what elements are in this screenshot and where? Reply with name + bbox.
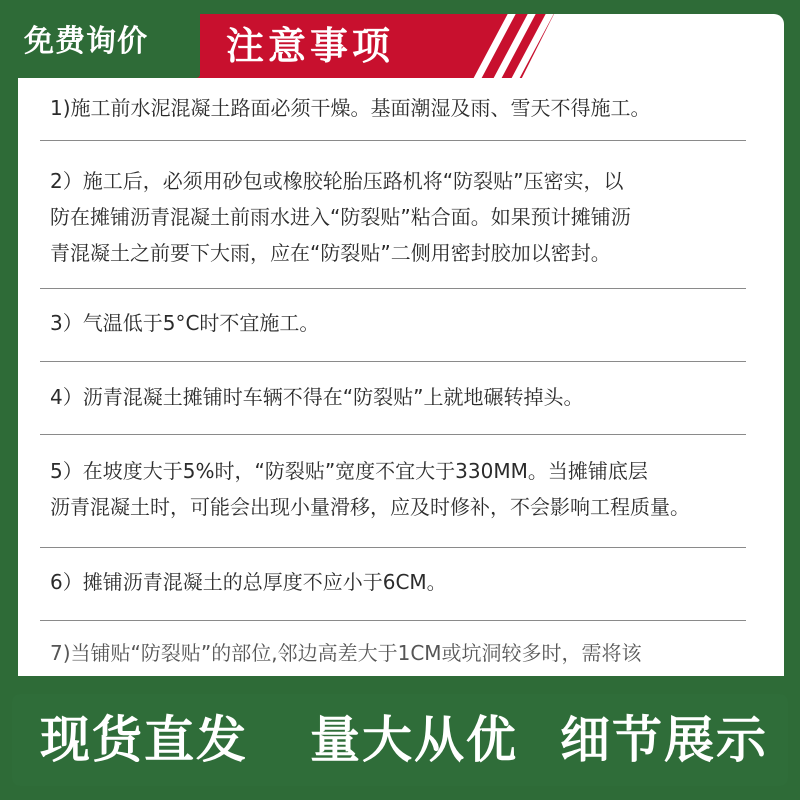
list-item	[40, 289, 746, 362]
list-item	[40, 621, 746, 681]
feature-details: 细节展示	[560, 711, 768, 769]
item-line: 防在摊铺沥青混凝土前雨水进入“防裂贴”粘合面。如果预计摊铺沥	[50, 205, 631, 229]
item-line: 沥青混凝土时，可能会出现小量滑移，应及时修补，不会影响工程质量。	[50, 495, 690, 519]
notice-list	[40, 78, 746, 681]
item-text: 7)当铺贴“防裂贴”的部位,邻边高差大于1CM或坑洞较多时，需将该	[50, 641, 642, 665]
item-line: 5）在坡度大于5%时，“防裂贴”宽度不宜大于330MM。当摊铺底层	[50, 459, 648, 483]
notice-card	[18, 14, 784, 714]
list-item	[40, 141, 746, 289]
feature-strip	[12, 694, 788, 786]
free-quote-badge[interactable]	[0, 0, 200, 78]
list-item	[40, 78, 746, 141]
item-text: 3）气温低于5°C时不宜施工。	[50, 311, 320, 335]
list-item	[40, 362, 746, 435]
list-item	[40, 435, 746, 548]
list-item	[40, 548, 746, 621]
item-text: 1)施工前水泥混凝土路面必须干燥。基面潮湿及雨、雪天不得施工。	[50, 96, 651, 120]
item-text: 4）沥青混凝土摊铺时车辆不得在“防裂贴”上就地碾转掉头。	[50, 385, 584, 409]
item-text: 6）摊铺沥青混凝土的总厚度不应小于6CM。	[50, 570, 447, 594]
item-line: 青混凝土之前要下大雨，应在“防裂贴”二侧用密封胶加以密封。	[50, 241, 611, 265]
feature-in-stock: 现货直发	[40, 711, 248, 769]
bottom-banner	[0, 676, 800, 800]
page-title: 注意事项	[226, 24, 395, 68]
item-line: 2）施工后，必须用砂包或橡胶轮胎压路机将“防裂贴”压密实，以	[50, 169, 624, 193]
free-quote-label: 免费询价	[24, 24, 148, 59]
feature-bulk-discount: 量大从优	[310, 711, 518, 769]
